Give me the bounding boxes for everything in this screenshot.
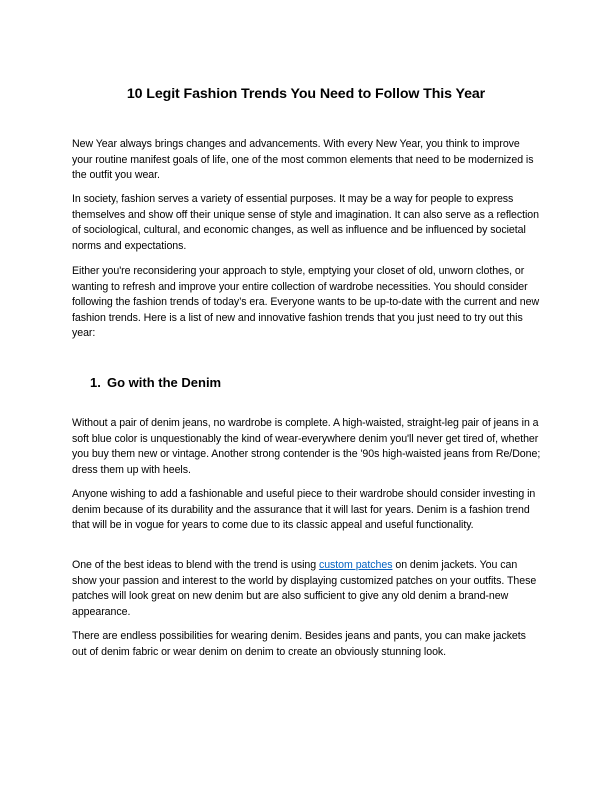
intro-paragraph-1: New Year always brings changes and advancements. With every New Year, you think to improve your routine manifest goals of life, one of the most common elements that need to be modernized is the outfit you wear. — [72, 138, 534, 182]
section-heading-denim — [90, 374, 221, 392]
section-number: 1. — [90, 375, 101, 390]
custom-patches-link[interactable]: custom patches — [318, 559, 393, 571]
page-title: 10 Legit Fashion Trends You Need to Follow This Year — [126, 86, 486, 102]
denim-paragraph-2: Anyone wishing to add a fashionable and useful piece to their wardrobe should consider investing in denim because of its durability and the assurance that it will last for years. Denim is a fashion trend that will be in vogue for years to come due to its classic appeal and useful functionality. — [72, 488, 536, 532]
denim-paragraph-closing: There are endless possibilities for wearing denim. Besides jeans and pants, you can make jackets out of denim fabric or wear denim on denim to create an obviously stunning look. — [72, 630, 526, 658]
section-heading-text: Go with the Denim — [107, 375, 222, 390]
patches-text-before: One of the best ideas to blend with the trend is using — [72, 559, 319, 571]
denim-paragraph-patches — [72, 558, 542, 620]
intro-paragraph-2: In society, fashion serves a variety of essential purposes. It may be a way for people to express themselves and show off their unique sense of style and imagination. It can also serve as a reflection of sociological, cultural, and economic changes, as well as influence and be influenced by societal norms and expectations. — [72, 193, 539, 252]
denim-paragraph-1: Without a pair of denim jeans, no wardrobe is complete. A high-waisted, straight-leg pair of jeans in a soft blue color is unquestionably the kind of wear-everywhere denim you'll never get tired of, whether you buy them new or vintage. Another strong contender is the '90s high-waisted jeans from Re/Done; dress them up with heels. — [72, 417, 541, 476]
intro-paragraph-3: Either you're reconsidering your approach to style, emptying your closet of old, unworn clothes, or wanting to refresh and improve your entire collection of wardrobe necessities. You should consider following the fashion trends of today’s era. Everyone wants to be up-to-date with the current and new fashion trends. Here is a list of new and innovative fashion trends that you just need to try out this year: — [72, 265, 540, 340]
patches-text-after: on denim jackets. You can show your passion and interest to the world by displaying customized patches on your outfits. These patches will look great on new denim but are also sufficient to give any old denim a brand-new appearance. — [72, 559, 537, 618]
